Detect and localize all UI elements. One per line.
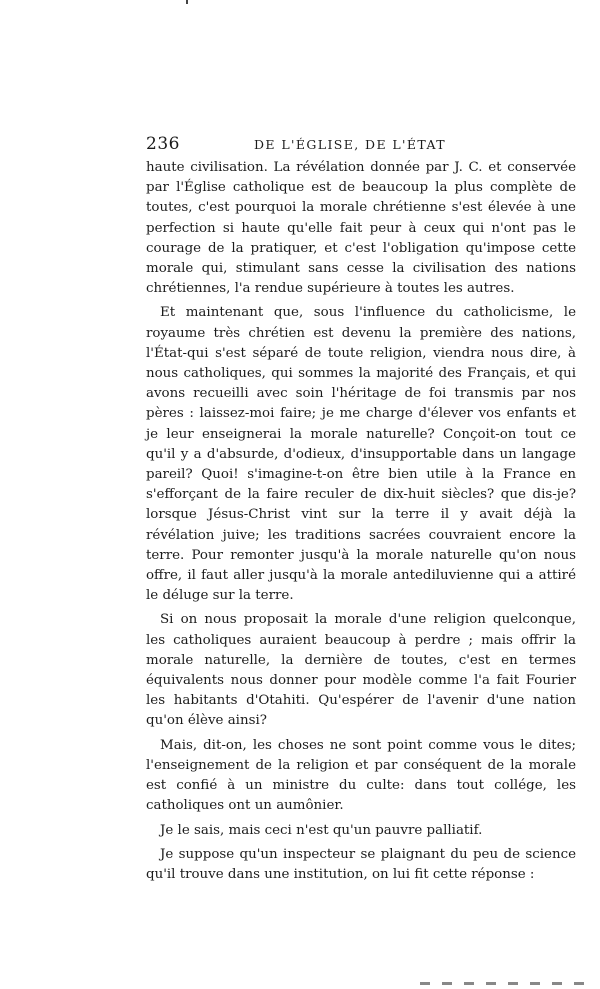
paragraph: Mais, dit-on, les choses ne sont point comme vous le dites; l'enseignement de la religion et par conséquent de la morale est confié à un ministre du culte: dans tout collége, les catholiques ont un aumônier. [146, 737, 576, 814]
scan-mark [186, 0, 188, 4]
paragraph: Si on nous proposait la morale d'une religion quelconque, les catholiques auraient beaucoup à perdre ; mais offrir la morale naturelle, la dernière de toutes, c'est en termes équivalents nous donner pour modèle comme l'a fait Fourier les habitants d'Otahiti. Qu'espérer de l'avenir d'une nation qu'on élève ainsi? [146, 612, 576, 729]
running-title: DE L'ÉGLISE, DE L'ÉTAT [254, 137, 446, 152]
body-text [146, 158, 576, 885]
scan-edge-marks [420, 982, 590, 985]
paragraph: Je suppose qu'un inspecteur se plaignant du peu de science qu'il trouve dans une institution, on lui fit cette réponse : [146, 846, 576, 882]
paragraph-continuation: haute civilisation. La révélation donnée par J. C. et conservée par l'Église catholique est de beaucoup la plus complète de toutes, c'est pourquoi la morale chrétienne s'est élevée à une perfection si haute qu'elle fait peur à ceux qui n'ont pas le courage de la pratiquer, et c'est l'obligation qu'impose cette morale qui, stimulant sans cesse la civilisation des nations chrétiennes, l'a rendue supérieure à toutes les autres. [146, 160, 576, 297]
running-head [146, 134, 576, 154]
paragraph: Je le sais, mais ceci n'est qu'un pauvre palliatif. [160, 822, 483, 838]
paragraph: Et maintenant que, sous l'influence du catholicisme, le royaume très chrétien est devenu la première des nations, l'État-qui s'est séparé de toute religion, viendra nous dire, à nous catholiques, qui sommes la majorité des Français, et qui avons recueilli avec soin l'héritage de foi transmis par nos pères : laissez-moi faire; je me charge d'élever vos enfants et je leur enseignerai la morale naturelle? Conçoit-on tout ce qu'il y a d'absurde, d'odieux, d'insupportable dans un langage pareil? Quoi! s'imagine-t-on être bien utile à la France en s'efforçant de la faire reculer de dix-huit siècles? que dis-je? lorsque Jésus-Christ vint sur la terre il y avait déjà la révélation juive; les traditions sacrées couvraient encore la terre. Pour remonter jusqu'à la morale naturelle qu'on nous offre, il faut aller jusqu'à la morale antediluvienne qui a attiré le déluge sur la terre. [146, 305, 576, 604]
page-number: 236 [146, 134, 180, 154]
